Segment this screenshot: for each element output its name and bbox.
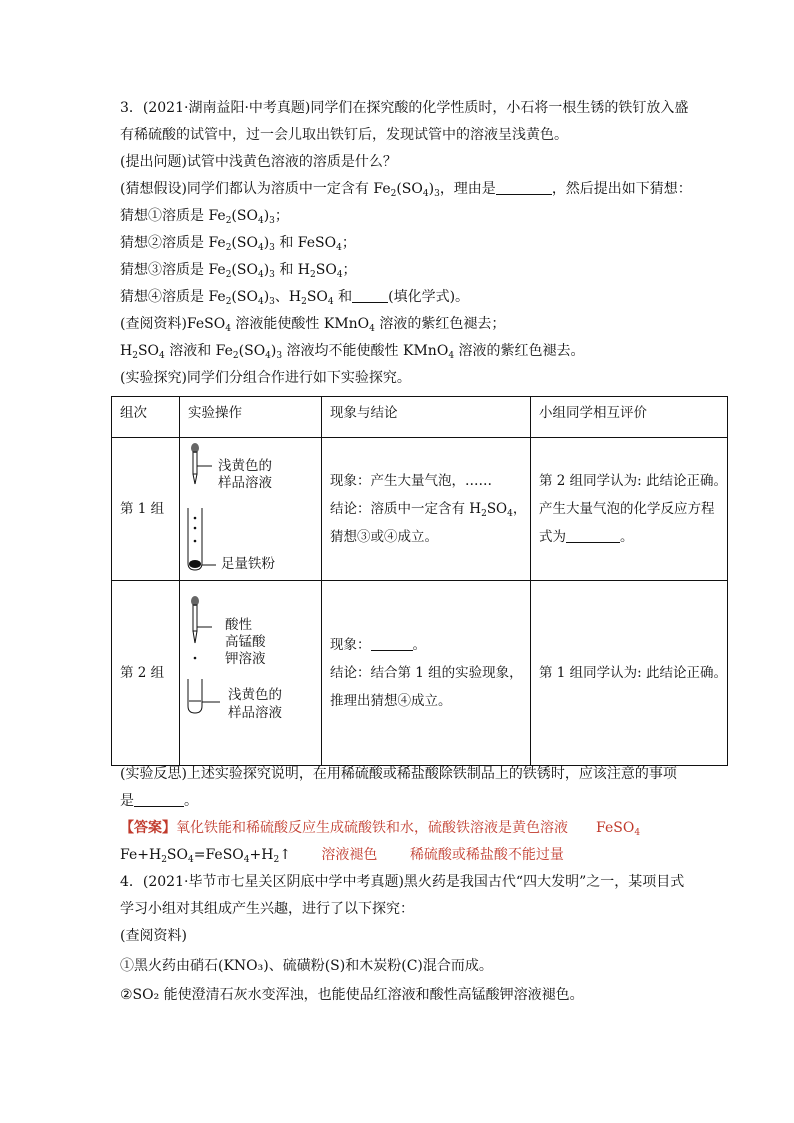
blank-reflection[interactable] [134, 792, 184, 807]
q4-line-1: 4．(2021·毕节市七星关区阴底中学中考真题)黑火药是我国古代“四大发明”之一，某项目式 [120, 874, 685, 890]
label-permanganate: 高锰酸 [225, 634, 266, 650]
blank-equation[interactable] [566, 528, 620, 543]
label-sample-2: 样品溶液 [218, 475, 272, 491]
explore-intro: (实验探究)同学们分组合作进行如下实验探究。 [120, 370, 411, 386]
apparatus-2 [180, 581, 302, 765]
group-2-result: 现象： 。 结论：结合第 1 组的实验现象， 推理出猜想④成立。 [322, 581, 531, 766]
label-iron-powder: 足量铁粉 [221, 556, 275, 572]
header-evaluation: 小组同学相互评价 [531, 397, 728, 438]
q3-hypothesis: (猜想假设)同学们都认为溶质中一定含有 $Fe_2(SO_4)_3$，理由是 ，然后提出如下猜想： [120, 181, 692, 199]
blank-reason[interactable] [496, 180, 552, 195]
q3-intro-line-1: 3．(2021·湖南益阳·中考真题)同学们在探究酸的化学性质时，小石将一根生锈的铁钉放入盛 [120, 100, 689, 116]
q4-line-2: 学习小组对其组成产生兴趣，进行了以下探究： [120, 901, 414, 917]
header-operation: 实验操作 [180, 397, 322, 438]
group-2-evaluation: 第 1 组同学认为: 此结论正确。 [531, 581, 728, 766]
q4-line-3: (查阅资料) [120, 928, 187, 944]
reflection-line-2: 是 。 [120, 793, 198, 809]
table-header-row [112, 397, 728, 438]
experiment-table [111, 396, 728, 766]
table-row [112, 581, 728, 766]
q4-line-4: ①黑火药由硝石(KNO₃)、硫磺粉(S)和木炭粉(C)混合而成。 [120, 958, 493, 974]
q4-line-5: ②SO₂ 能使澄清石灰水变浑浊，也能使品红溶液和酸性高锰酸钾溶液褪色。 [120, 987, 584, 1003]
table-row [112, 438, 728, 581]
blank-guess-4[interactable] [352, 288, 388, 303]
q3-intro-line-2: 有稀硫酸的试管中，过一会儿取出铁钉后，发现试管中的溶液呈浅黄色。 [120, 127, 568, 143]
header-result: 现象与结论 [322, 397, 531, 438]
guess-1: 猜想①溶质是 $Fe_2(SO_4)_3$； [120, 208, 289, 226]
group-1-result: 现象：产生大量气泡，…… 结论：溶质中一定含有 $H_2SO_4$， 猜想③或④成立。 [322, 438, 531, 581]
q3-question: (提出问题)试管中浅黄色溶液的溶质是什么？ [120, 154, 397, 170]
guess-4: 猜想④溶质是 $Fe_2(SO_4)_3$、$H_2SO_4$ 和 (填化学式)。 [120, 289, 470, 307]
info-1: (查阅资料)FeSO$_4$ 溶液能使酸性 KMnO$_4$ 溶液的紫红色褪去； [120, 316, 506, 334]
answer-line-1: 【答案】氧化铁能和稀硫酸反应生成硫酸铁和水，硫酸铁溶液是黄色溶液 FeSO$_4$ [120, 820, 641, 838]
label-acidic: 酸性 [225, 617, 252, 633]
label-sample-3: 浅黄色的 [228, 687, 282, 703]
guess-2: 猜想②溶质是 $Fe_2(SO_4)_3$ 和 FeSO$_4$； [120, 235, 356, 253]
answer-equation: $Fe+H_2SO_4=FeSO_4+H_2↑$ [120, 847, 291, 865]
group-1-evaluation: 第 2 组同学认为: 此结论正确。 产生大量气泡的化学反应方程 式为 。 [531, 438, 728, 581]
label-sample-1: 浅黄色的 [218, 458, 272, 474]
dropper-tube-diagram-2 [180, 581, 320, 765]
guess-3: 猜想③溶质是 $Fe_2(SO_4)_3$ 和 $H_2SO_4$； [120, 262, 357, 280]
blank-phenomenon[interactable] [371, 636, 413, 651]
info-2: $H_2SO_4$ 溶液和 $Fe_2(SO_4)_3$ 溶液均不能使酸性 KMnO$_4$ 溶液的紫红色褪去。 [120, 343, 585, 361]
label-potassium: 钾溶液 [225, 651, 266, 667]
answer-line-2: $Fe+H_2SO_4=FeSO_4+H_2↑$ 溶液褪色 稀硫酸或稀盐酸不能过量 [120, 847, 564, 865]
group-1-label: 第 1 组 [112, 438, 180, 581]
apparatus-1 [180, 438, 302, 580]
answer-tag: 【答案】 [120, 820, 176, 836]
reflection-line-1: (实验反思)上述实验探究说明，在用稀硫酸或稀盐酸除铁制品上的铁锈时，应该注意的事项 [120, 766, 677, 782]
header-group: 组次 [112, 397, 180, 438]
group-2-label: 第 2 组 [112, 581, 180, 766]
label-sample-4: 样品溶液 [228, 705, 282, 721]
